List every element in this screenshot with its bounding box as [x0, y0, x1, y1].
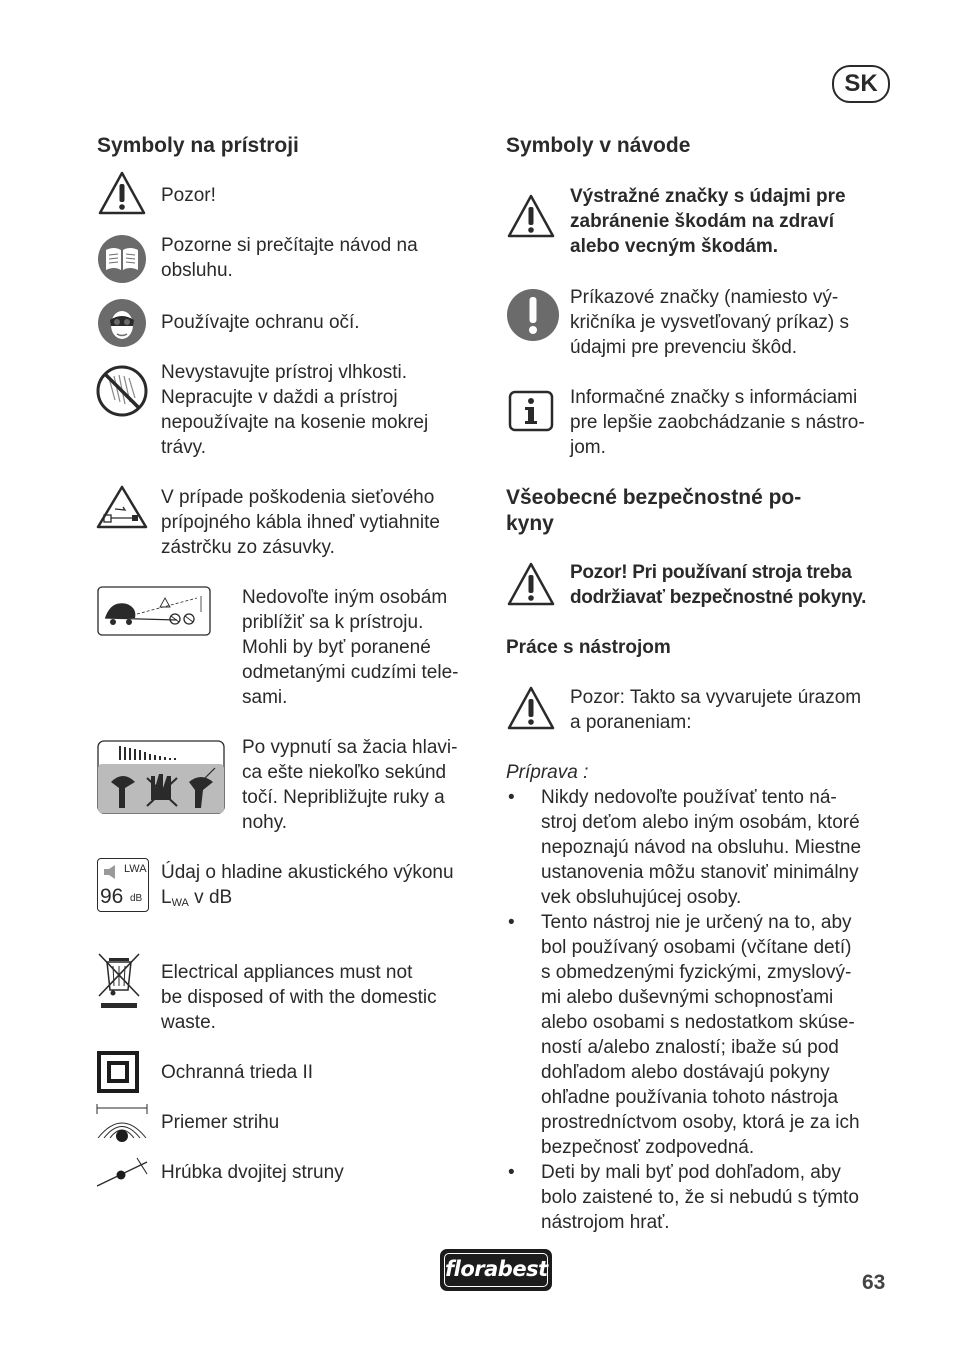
tool-heading: Práce s nástrojom [506, 637, 671, 658]
left-item-text: Pozor! [161, 185, 216, 206]
left-item-text-lwa [161, 885, 232, 916]
left-item-text: Nevystavujte prístroj vlhkosti. Nepracujte v daždi a prístroj nepoužívajte na kosenie mokrej trávy. [161, 362, 429, 458]
bullet-text: Tento nástroj nie je určený na to, aby bol používaný osobami (včítane detí) s obmedzenými fyzickými, zmyslový- mi alebo duševnými schopnosťami alebo osobami s nedostatkom skúse- ností a/alebo znalostí; ibaže sú pod dohľadom alebo dostávajú pokyny ohľadne používania tohoto nástroja prostredníctvom osoby, ktorá je za ich bezpečnosť zodpovedná. [541, 912, 860, 1158]
language-badge: SK [832, 65, 890, 103]
warning-triangle-icon [97, 170, 147, 216]
no-rain-icon [95, 364, 149, 418]
bullet-marker: • [508, 1162, 515, 1183]
lwa-l: L [161, 887, 172, 908]
eye-protection-icon [97, 298, 147, 348]
read-manual-icon [97, 234, 147, 284]
info-sign-icon [508, 390, 554, 432]
mandatory-sign-icon [506, 288, 560, 342]
left-item-text: Po vypnutí sa žacia hlavi- ca ešte niekoľko sekúnd točí. Nepribližujte ruky a nohy. [242, 737, 458, 833]
right-item-text: Informačné značky s informáciami pre lepšie zaobchádzanie s nástro- jom. [570, 387, 865, 458]
bullet-text: Deti by mali byť pod dohľadom, aby bolo zaistené to, že si nebudú s týmto nástrojom hrať. [541, 1162, 859, 1233]
sound-power-icon [97, 858, 149, 912]
lwa-unit: v dB [188, 887, 233, 908]
warning-triangle-icon [506, 685, 556, 731]
left-item-text: Hrúbka dvojitej struny [161, 1162, 344, 1183]
right-item-text: Príkazové značky (namiesto vý- kričníka je vysvetľovaný príkaz) s údajmi pre prevenciu škôd. [570, 287, 850, 358]
lwa-badge-value: 96 [100, 885, 124, 908]
left-item-text: Používajte ochranu očí. [161, 312, 360, 333]
bullet-text: Nikdy nedovoľte používať tento ná- stroj deťom alebo iným osobám, ktoré nepoznajú návod na obsluhu. Miestne ustanovenia môžu stanoviť minimálny vek obsluhujúcej osoby. [541, 787, 862, 908]
right-item-text: Výstražné značky s údajmi pre zabránenie škodám na zdraví alebo vecným škodám. [570, 186, 846, 257]
safety-heading: Všeobecné bezpečnostné po- kyny [506, 486, 802, 535]
cutting-diameter-icon [95, 1102, 149, 1144]
bullet-marker: • [508, 787, 515, 808]
tool-warning-text: Pozor: Takto sa vyvarujete úrazom a poraneniam: [570, 687, 862, 733]
bullet-marker: • [508, 912, 515, 933]
brand-logo [440, 1249, 552, 1291]
left-item-text: V prípade poškodenia sieťového prípojného kábla ihneď vytiahnite zástrčku zo zásuvky. [161, 487, 440, 558]
left-item-text: Priemer strihu [161, 1112, 280, 1133]
left-item-text: Ochranná trieda II [161, 1062, 314, 1083]
safety-warning-text: Pozor! Pri používaní stroja treba dodržiavať bezpečnostné pokyny. [570, 562, 867, 608]
page-number: 63 [862, 1271, 886, 1294]
speaker-icon [102, 864, 122, 880]
warning-triangle-icon [506, 561, 556, 607]
left-item-text: Electrical appliances must not be disposed of with the domestic waste. [161, 962, 437, 1033]
warning-triangle-icon [506, 193, 556, 239]
left-item-text: Nedovoľte iným osobám priblížiť sa k prístroju. Mohli by byť poranené odmetanými cudzími tele- sami. [242, 587, 459, 708]
weee-bin-icon [95, 950, 143, 1010]
left-heading: Symboly na prístroji [97, 134, 299, 157]
keep-distance-icon [97, 586, 211, 636]
right-heading: Symboly v návode [506, 134, 691, 157]
left-item-text: Pozorne si prečítajte návod na obsluhu. [161, 235, 418, 281]
brand-logo-text: florabest [444, 1253, 548, 1287]
prep-label: Príprava : [506, 762, 589, 783]
unplug-cable-icon [95, 484, 149, 530]
line-thickness-icon [95, 1156, 151, 1190]
lwa-badge-unit: dB [130, 893, 143, 904]
lwa-badge-label: LWA [124, 863, 147, 875]
lwa-sub: WA [171, 897, 189, 909]
left-item-text: Údaj o hladine akustického výkonu [161, 862, 454, 883]
rotating-head-warning-icon [97, 740, 225, 814]
protection-class-ii-icon [97, 1051, 139, 1093]
